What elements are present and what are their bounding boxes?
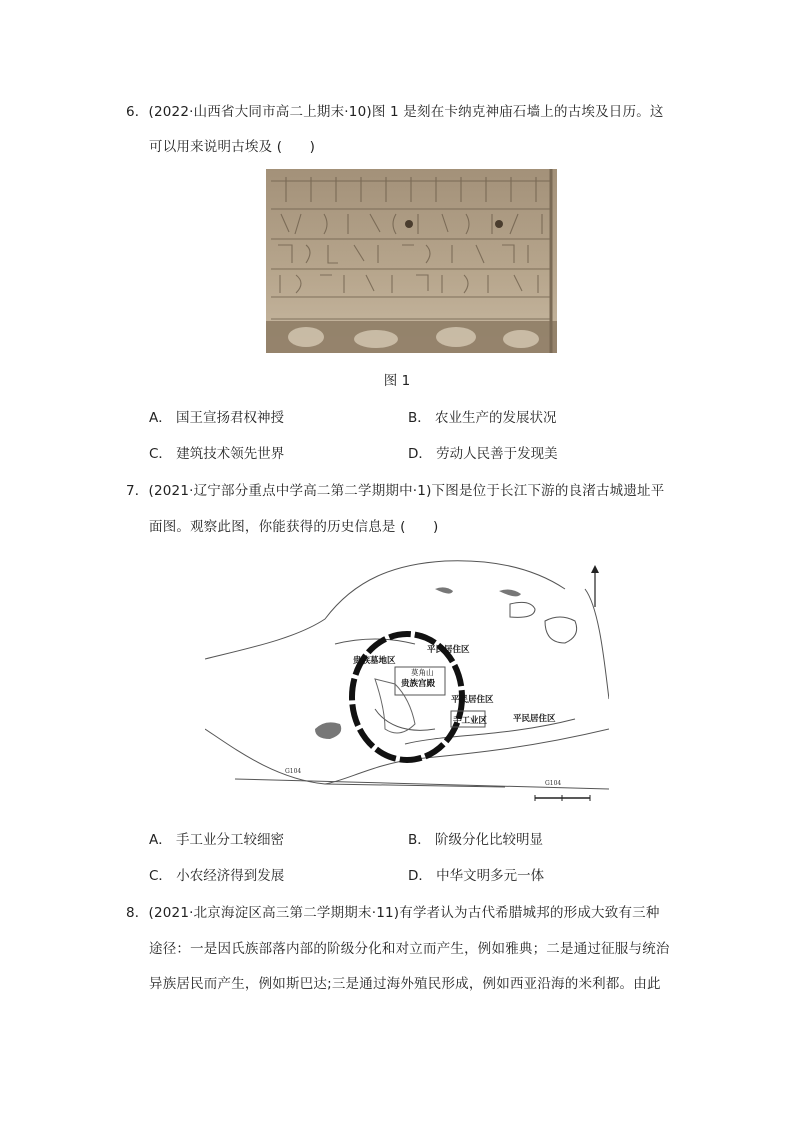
q6-option-c[interactable]: C． 建筑技术领先世界 xyxy=(149,446,285,462)
q7-option-a[interactable]: A． 手工业分工较细密 xyxy=(149,832,285,848)
map-label-handicraft-zone: 手工业区 xyxy=(453,716,488,726)
map-label-mojiao-hill: 莫角山 xyxy=(411,668,434,677)
q6-option-b[interactable]: B． 农业生产的发展状况 xyxy=(408,410,557,426)
q8-stem-line3: 异族居民而产生，例如斯巴达;三是通过海外殖民形成，例如西亚沿海的米利都。由此 xyxy=(149,976,661,992)
q7-option-c[interactable]: C． 小农经济得到发展 xyxy=(149,868,285,884)
q6-stem-line1: 6．(2022·山西省大同市高二上期末·10)图 1 是刻在卡纳克神庙石墙上的古埃及日历。这 xyxy=(126,104,664,120)
map-label-noble-cemetery: 贵族墓地区 xyxy=(353,656,396,666)
map-label-commoner-residence-1: 平民居住区 xyxy=(427,645,470,655)
q7-stem-line2: 面图。观察此图，你能获得的历史信息是 ( ) xyxy=(149,519,439,535)
egyptian-calendar-photo xyxy=(266,169,557,353)
map-label-road-g104-left: G104 xyxy=(285,768,302,775)
liangzhu-city-map xyxy=(205,549,609,806)
q8-stem-line1: 8．(2021·北京海淀区高三第二学期期末·11)有学者认为古代希腊城邦的形成大致有三种 xyxy=(126,905,660,921)
map-label-commoner-residence-3: 平民居住区 xyxy=(513,714,556,724)
q7-stem-line1: 7．(2021·辽宁部分重点中学高二第二学期期中·1)下图是位于长江下游的良渚古城遗址平 xyxy=(126,483,665,499)
figure-1-caption: 图 1 xyxy=(383,373,411,389)
q6-option-a[interactable]: A． 国王宣扬君权神授 xyxy=(149,410,285,426)
map-label-commoner-residence-2: 平民居住区 xyxy=(451,695,494,705)
q8-stem-line2: 途径：一是因氏族部落内部的阶级分化和对立而产生，例如雅典；二是通过征服与统治 xyxy=(149,941,670,957)
q6-stem-line2: 可以用来说明古埃及 ( ) xyxy=(149,139,316,155)
q6-option-d[interactable]: D． 劳动人民善于发现美 xyxy=(408,446,558,462)
q7-option-b[interactable]: B． 阶级分化比较明显 xyxy=(408,832,544,848)
map-label-road-g104-right: G104 xyxy=(545,780,562,787)
q7-option-d[interactable]: D． 中华文明多元一体 xyxy=(408,868,545,884)
map-label-noble-palace: 贵族宫殿 xyxy=(401,679,436,689)
